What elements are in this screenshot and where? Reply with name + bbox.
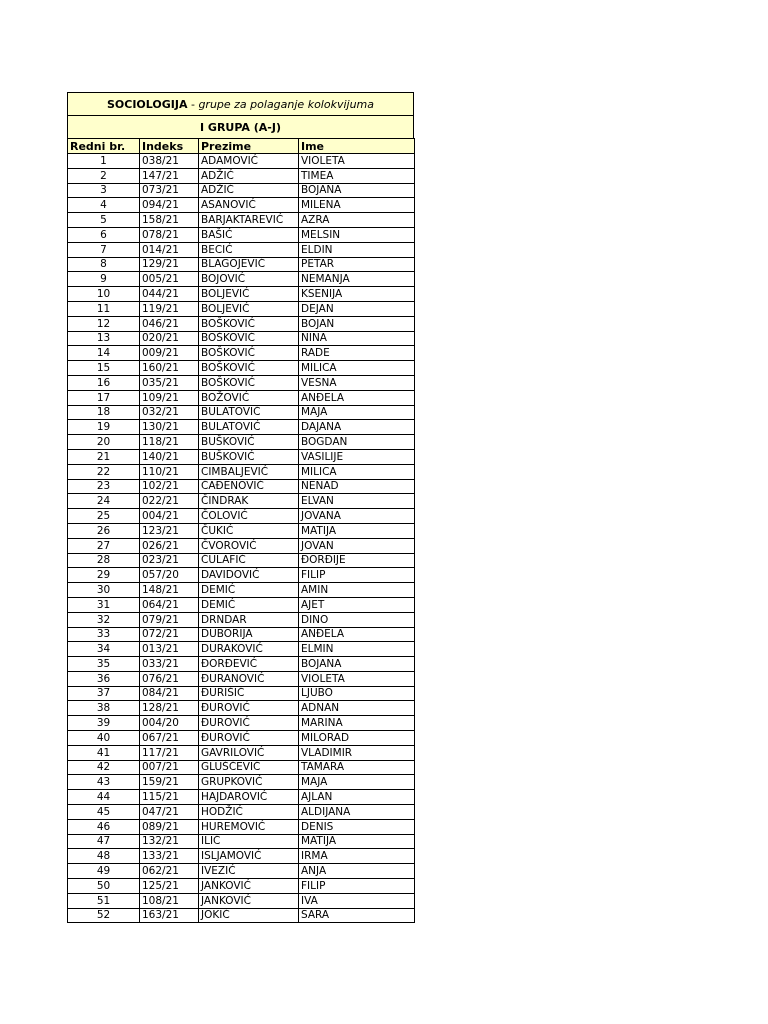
cell-index: 064/21 [140, 597, 199, 612]
cell-surname: ČINDRAK [199, 494, 299, 509]
table-row [68, 716, 415, 731]
cell-no: 44 [68, 790, 140, 805]
cell-no: 6 [68, 227, 140, 242]
cell-name: BOGDAN [299, 435, 415, 450]
cell-name: RADE [299, 346, 415, 361]
cell-no: 2 [68, 168, 140, 183]
cell-name: VIOLETA [299, 671, 415, 686]
cell-index: 009/21 [140, 346, 199, 361]
cell-index: 084/21 [140, 686, 199, 701]
cell-name: MAJA [299, 405, 415, 420]
cell-name: AMIN [299, 583, 415, 598]
cell-index: 147/21 [140, 168, 199, 183]
cell-index: 109/21 [140, 390, 199, 405]
cell-index: 163/21 [140, 908, 199, 923]
cell-no: 21 [68, 449, 140, 464]
cell-no: 3 [68, 183, 140, 198]
cell-surname: HODŽIĆ [199, 805, 299, 820]
cell-surname: ASANOVIĆ [199, 198, 299, 213]
table-row [68, 568, 415, 583]
cell-surname: ILIĆ [199, 834, 299, 849]
table-row [68, 538, 415, 553]
table-row [68, 908, 415, 923]
cell-name: VIOLETA [299, 154, 415, 169]
cell-name: MILORAD [299, 731, 415, 746]
table-row [68, 745, 415, 760]
cell-surname: BOŠKOVIĆ [199, 361, 299, 376]
cell-name: ELDIN [299, 242, 415, 257]
table-row [68, 553, 415, 568]
cell-surname: ČVOROVIĆ [199, 538, 299, 553]
cell-no: 32 [68, 612, 140, 627]
table-row [68, 879, 415, 894]
cell-name: MAJA [299, 775, 415, 790]
cell-index: 046/21 [140, 316, 199, 331]
cell-no: 28 [68, 553, 140, 568]
cell-surname: ĐUROVIĆ [199, 731, 299, 746]
cell-name: BOJANA [299, 183, 415, 198]
cell-name: MATIJA [299, 834, 415, 849]
cell-index: 072/21 [140, 627, 199, 642]
cell-no: 46 [68, 819, 140, 834]
cell-name: FILIP [299, 568, 415, 583]
cell-name: VLADIMIR [299, 745, 415, 760]
cell-index: 129/21 [140, 257, 199, 272]
table-row [68, 775, 415, 790]
cell-no: 47 [68, 834, 140, 849]
cell-name: ELMIN [299, 642, 415, 657]
cell-name: IVA [299, 893, 415, 908]
cell-name: KSENIJA [299, 287, 415, 302]
cell-name: MATIJA [299, 523, 415, 538]
cell-surname: GRUPKOVIĆ [199, 775, 299, 790]
cell-name: ANĐELA [299, 390, 415, 405]
cell-surname: DRNDAR [199, 612, 299, 627]
cell-name: TAMARA [299, 760, 415, 775]
cell-name: AJET [299, 597, 415, 612]
cell-index: 160/21 [140, 361, 199, 376]
cell-no: 39 [68, 716, 140, 731]
cell-name: BOJAN [299, 316, 415, 331]
cell-name: DAJANA [299, 420, 415, 435]
cell-no: 14 [68, 346, 140, 361]
table-row [68, 819, 415, 834]
cell-name: IRMA [299, 849, 415, 864]
cell-index: 047/21 [140, 805, 199, 820]
cell-index: 125/21 [140, 879, 199, 894]
table-row [68, 361, 415, 376]
cell-name: JOVANA [299, 509, 415, 524]
spreadsheet [67, 92, 414, 923]
cell-index: 078/21 [140, 227, 199, 242]
cell-surname: GLUŠČEVIĆ [199, 760, 299, 775]
cell-index: 130/21 [140, 420, 199, 435]
cell-surname: BARJAKTAREVIĆ [199, 213, 299, 228]
table-row [68, 154, 415, 169]
cell-name: NEMANJA [299, 272, 415, 287]
cell-no: 50 [68, 879, 140, 894]
title-subject: SOCIOLOGIJA [106, 97, 188, 111]
cell-surname: BECIĆ [199, 242, 299, 257]
cell-index: 132/21 [140, 834, 199, 849]
table-row [68, 198, 415, 213]
title-separator: - [187, 97, 199, 111]
cell-name: ANĐELA [299, 627, 415, 642]
cell-no: 49 [68, 864, 140, 879]
table-row [68, 494, 415, 509]
table-row [68, 479, 415, 494]
cell-index: 102/21 [140, 479, 199, 494]
cell-no: 11 [68, 301, 140, 316]
cell-surname: CIMBALJEVIĆ [199, 464, 299, 479]
cell-surname: DURAKOVIĆ [199, 642, 299, 657]
table-row [68, 701, 415, 716]
cell-no: 25 [68, 509, 140, 524]
cell-no: 33 [68, 627, 140, 642]
column-header-surname: Prezime [199, 139, 299, 154]
table-row [68, 390, 415, 405]
column-header-no: Redni br. [68, 139, 140, 154]
cell-no: 19 [68, 420, 140, 435]
cell-name: AZRA [299, 213, 415, 228]
cell-name: MILICA [299, 361, 415, 376]
table-row [68, 168, 415, 183]
cell-no: 29 [68, 568, 140, 583]
cell-no: 16 [68, 375, 140, 390]
header-row [68, 139, 415, 154]
cell-surname: BOŽOVIĆ [199, 390, 299, 405]
cell-name: ALDIJANA [299, 805, 415, 820]
cell-index: 158/21 [140, 213, 199, 228]
cell-index: 004/21 [140, 509, 199, 524]
cell-no: 41 [68, 745, 140, 760]
cell-surname: BUŠKOVIĆ [199, 435, 299, 450]
cell-no: 9 [68, 272, 140, 287]
cell-no: 30 [68, 583, 140, 598]
cell-name: LJUBO [299, 686, 415, 701]
cell-index: 079/21 [140, 612, 199, 627]
cell-index: 033/21 [140, 657, 199, 672]
table-body [68, 154, 415, 923]
cell-surname: ČUKIĆ [199, 523, 299, 538]
cell-surname: ĐORĐEVIĆ [199, 657, 299, 672]
cell-surname: DEMIĆ [199, 597, 299, 612]
table-row [68, 316, 415, 331]
cell-name: ADNAN [299, 701, 415, 716]
cell-no: 26 [68, 523, 140, 538]
cell-no: 35 [68, 657, 140, 672]
cell-index: 108/21 [140, 893, 199, 908]
table-row [68, 509, 415, 524]
cell-surname: JOKIĆ [199, 908, 299, 923]
cell-index: 022/21 [140, 494, 199, 509]
cell-surname: BULATOVIĆ [199, 420, 299, 435]
cell-index: 148/21 [140, 583, 199, 598]
cell-surname: BOLJEVIĆ [199, 301, 299, 316]
cell-index: 117/21 [140, 745, 199, 760]
table-row [68, 449, 415, 464]
cell-name: FILIP [299, 879, 415, 894]
cell-surname: BLAGOJEVIĆ [199, 257, 299, 272]
cell-index: 014/21 [140, 242, 199, 257]
cell-name: BOJANA [299, 657, 415, 672]
cell-no: 34 [68, 642, 140, 657]
cell-name: MELSIN [299, 227, 415, 242]
cell-no: 51 [68, 893, 140, 908]
cell-no: 38 [68, 701, 140, 716]
cell-index: 013/21 [140, 642, 199, 657]
cell-no: 36 [68, 671, 140, 686]
cell-surname: HAJDAROVIĆ [199, 790, 299, 805]
cell-surname: BOŠKOVIĆ [199, 316, 299, 331]
cell-no: 24 [68, 494, 140, 509]
cell-no: 27 [68, 538, 140, 553]
cell-index: 159/21 [140, 775, 199, 790]
cell-no: 37 [68, 686, 140, 701]
cell-no: 20 [68, 435, 140, 450]
cell-surname: ĐUROVIĆ [199, 701, 299, 716]
cell-no: 12 [68, 316, 140, 331]
column-header-name: Ime [299, 139, 415, 154]
table-row [68, 864, 415, 879]
cell-name: VESNA [299, 375, 415, 390]
table-row [68, 435, 415, 450]
cell-surname: ISLJAMOVIĆ [199, 849, 299, 864]
title-subtitle: grupe za polaganje kolokvijuma [198, 97, 375, 111]
cell-surname: DUBORIJA [199, 627, 299, 642]
cell-index: 089/21 [140, 819, 199, 834]
cell-surname: BOJOVIĆ [199, 272, 299, 287]
cell-index: 032/21 [140, 405, 199, 420]
cell-index: 073/21 [140, 183, 199, 198]
cell-no: 17 [68, 390, 140, 405]
cell-surname: ADAMOVIĆ [199, 154, 299, 169]
cell-index: 035/21 [140, 375, 199, 390]
cell-surname: HUREMOVIĆ [199, 819, 299, 834]
cell-surname: DAVIDOVIĆ [199, 568, 299, 583]
cell-surname: BULATOVIĆ [199, 405, 299, 420]
cell-index: 119/21 [140, 301, 199, 316]
cell-no: 1 [68, 154, 140, 169]
group-label: I GRUPA (A-J) [200, 120, 281, 134]
cell-surname: BOŠKOVIĆ [199, 346, 299, 361]
cell-no: 18 [68, 405, 140, 420]
cell-index: 007/21 [140, 760, 199, 775]
cell-index: 005/21 [140, 272, 199, 287]
table-row [68, 420, 415, 435]
cell-name: MILICA [299, 464, 415, 479]
cell-index: 023/21 [140, 553, 199, 568]
table-row [68, 287, 415, 302]
cell-index: 140/21 [140, 449, 199, 464]
table-row [68, 597, 415, 612]
cell-no: 48 [68, 849, 140, 864]
cell-surname: ĆAĐENOVIĆ [199, 479, 299, 494]
cell-index: 044/21 [140, 287, 199, 302]
table-row [68, 583, 415, 598]
cell-index: 057/20 [140, 568, 199, 583]
cell-surname: IVEZIĆ [199, 864, 299, 879]
cell-name: ANJA [299, 864, 415, 879]
cell-no: 40 [68, 731, 140, 746]
cell-no: 42 [68, 760, 140, 775]
student-table [67, 138, 415, 923]
cell-surname: BOLJEVIĆ [199, 287, 299, 302]
table-row [68, 331, 415, 346]
table-row [68, 405, 415, 420]
cell-index: 110/21 [140, 464, 199, 479]
cell-index: 020/21 [140, 331, 199, 346]
table-row [68, 301, 415, 316]
cell-name: DINO [299, 612, 415, 627]
cell-no: 23 [68, 479, 140, 494]
cell-surname: BUŠKOVIĆ [199, 449, 299, 464]
cell-surname: ĐURIŠIĆ [199, 686, 299, 701]
cell-surname: ĐUROVIĆ [199, 716, 299, 731]
table-row [68, 849, 415, 864]
cell-name: NINA [299, 331, 415, 346]
table-row [68, 375, 415, 390]
column-header-index: Indeks [140, 139, 199, 154]
cell-name: VASILIJE [299, 449, 415, 464]
cell-name: PETAR [299, 257, 415, 272]
cell-surname: BOŠKOVIĆ [199, 375, 299, 390]
cell-no: 43 [68, 775, 140, 790]
cell-name: DENIS [299, 819, 415, 834]
cell-name: DEJAN [299, 301, 415, 316]
table-row [68, 257, 415, 272]
cell-surname: BOŠKOVIĆ [199, 331, 299, 346]
cell-surname: JANKOVIĆ [199, 893, 299, 908]
cell-no: 8 [68, 257, 140, 272]
cell-name: TIMEA [299, 168, 415, 183]
cell-index: 128/21 [140, 701, 199, 716]
cell-surname: ĆULAFIĆ [199, 553, 299, 568]
cell-surname: JANKOVIĆ [199, 879, 299, 894]
cell-no: 31 [68, 597, 140, 612]
table-row [68, 227, 415, 242]
cell-index: 133/21 [140, 849, 199, 864]
table-row [68, 805, 415, 820]
cell-name: SARA [299, 908, 415, 923]
table-row [68, 642, 415, 657]
table-row [68, 790, 415, 805]
cell-surname: ĐURANOVIĆ [199, 671, 299, 686]
table-row [68, 671, 415, 686]
cell-index: 094/21 [140, 198, 199, 213]
cell-index: 026/21 [140, 538, 199, 553]
table-row [68, 523, 415, 538]
cell-no: 4 [68, 198, 140, 213]
cell-no: 15 [68, 361, 140, 376]
sheet-title [67, 92, 414, 115]
table-row [68, 834, 415, 849]
cell-name: MILENA [299, 198, 415, 213]
cell-name: ELVAN [299, 494, 415, 509]
table-row [68, 612, 415, 627]
cell-name: ĐORĐIJE [299, 553, 415, 568]
cell-surname: BAŠIĆ [199, 227, 299, 242]
cell-no: 22 [68, 464, 140, 479]
cell-index: 062/21 [140, 864, 199, 879]
table-row [68, 686, 415, 701]
table-row [68, 627, 415, 642]
table-row [68, 731, 415, 746]
cell-no: 10 [68, 287, 140, 302]
cell-surname: ADŽIĆ [199, 183, 299, 198]
table-row [68, 893, 415, 908]
cell-index: 076/21 [140, 671, 199, 686]
cell-surname: ČOLOVIĆ [199, 509, 299, 524]
cell-surname: ADŽIĆ [199, 168, 299, 183]
table-row [68, 183, 415, 198]
cell-no: 45 [68, 805, 140, 820]
table-row [68, 464, 415, 479]
cell-surname: GAVRILOVIĆ [199, 745, 299, 760]
cell-name: JOVAN [299, 538, 415, 553]
table-row [68, 213, 415, 228]
cell-name: AJLAN [299, 790, 415, 805]
table-row [68, 272, 415, 287]
cell-index: 118/21 [140, 435, 199, 450]
table-row [68, 242, 415, 257]
table-row [68, 657, 415, 672]
cell-index: 123/21 [140, 523, 199, 538]
cell-index: 038/21 [140, 154, 199, 169]
cell-index: 004/20 [140, 716, 199, 731]
cell-no: 52 [68, 908, 140, 923]
table-row [68, 760, 415, 775]
cell-no: 13 [68, 331, 140, 346]
cell-name: NENAD [299, 479, 415, 494]
cell-index: 115/21 [140, 790, 199, 805]
cell-surname: DEMIĆ [199, 583, 299, 598]
group-heading [67, 115, 414, 138]
cell-no: 7 [68, 242, 140, 257]
cell-no: 5 [68, 213, 140, 228]
cell-index: 067/21 [140, 731, 199, 746]
cell-name: MARINA [299, 716, 415, 731]
table-row [68, 346, 415, 361]
